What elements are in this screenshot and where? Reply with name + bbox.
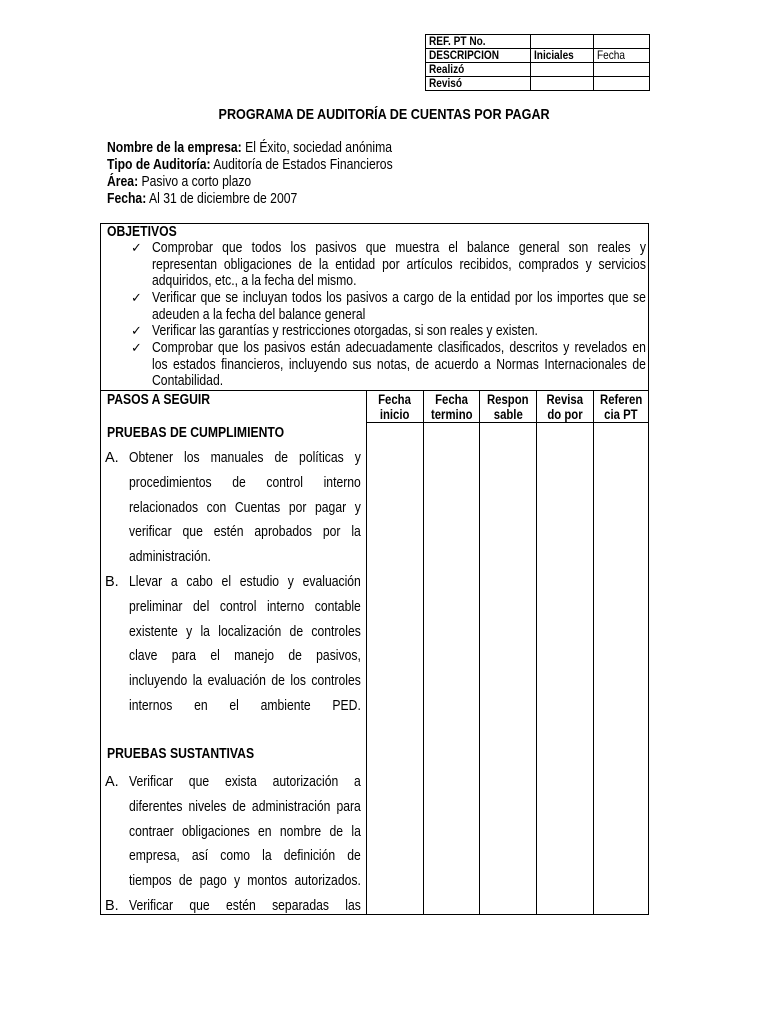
header-divider [366,422,648,423]
reference-table [425,34,650,91]
column-header-reference: Referen cia PT [599,392,643,422]
compliance-tests-heading: PRUEBAS DE CUMPLIMIENTO [107,425,285,441]
checkmark-icon: ✓ [131,290,142,305]
ref-cell [531,77,594,91]
objectives-heading: OBJETIVOS [107,224,177,240]
ref-cell [594,77,650,91]
substantive-tests-heading: PRUEBAS SUSTANTIVAS [107,746,255,762]
column-header-reviewed-by: Revisa do por [546,392,584,422]
column-divider [479,390,480,914]
ref-cell [531,35,594,49]
ref-cell [594,63,650,77]
ref-row [426,77,650,91]
ref-cell [531,63,594,77]
ref-cell [594,35,650,49]
ref-cell: REF. PT No. [426,35,531,49]
ref-row [426,49,650,63]
audit-type-line: Tipo de Auditoría: Auditoría de Estados Financieros [107,157,393,173]
column-divider [366,390,367,914]
company-name-line: Nombre de la empresa: El Éxito, sociedad anónima [107,140,393,156]
checkmark-icon: ✓ [131,240,142,255]
column-divider [536,390,537,914]
ref-cell: Revisó [426,77,531,91]
ref-row [426,35,650,49]
ref-cell: Realizó [426,63,531,77]
column-header-end-date: Fecha termino [430,392,473,422]
column-header-responsible: Respon sable [487,392,529,422]
steps-column-header: PASOS A SEGUIR [107,392,211,408]
audit-program-table: OBJETIVOS ✓ Comprobar que todos los pasivos que muestra el balance general son reales y representan obligaciones de la entidad por artículos recibidos, comprados y servicios adquiridos, etc., a la fecha del mismo. ✓ Verificar que se incluyan todos los pasivos a cargo de la entidad por los importes que se adeuden a la fecha del balance general ✓ Verificar las garantías y restricciones otorgadas, si son reales y existen. ✓ Comprobar que los pasivos están adecuadamente clasificados, descritos y revelados en los estados financieros, incluyendo sus notas, de acuerdo a Normas Internacionales de Contabilidad. PASOS A SEGUIR Fecha inicio Fecha termino Respon sable Revisa do por Referen cia PT PRUEBAS DE CUMPLIMIENTO A. Obtener los manuales de políticas y procedimientos de control interno relacionados con Cuentas por pagar y verificar que estén aprobados por la administración. B. Llevar a cabo el estudio y evaluación preliminar del control interno contable existente y la localización de controles clave para el manejo de pasivos, incluyendo la evaluación de los controles internos en el ambiente PED. PRUEBAS SUSTANTIVAS A. Verificar que exista autorización a diferentes niveles de administración para contraer obligaciones en nombre de la empresa, así como la definición de tiempos de pago y montos autorizados. B. Verificar que estén separadas las [100,223,649,915]
column-divider [593,390,594,914]
column-header-start-date: Fecha inicio [378,392,412,422]
audit-metadata [107,140,447,208]
column-divider [423,390,424,914]
ref-cell: Fecha [594,49,650,63]
ref-cell: Iniciales [531,49,594,63]
checkmark-icon: ✓ [131,323,142,338]
date-line: Fecha: Al 31 de diciembre de 2007 [107,191,298,207]
area-line: Área: Pasivo a corto plazo [107,174,252,190]
document-title: PROGRAMA DE AUDITORÍA DE CUENTAS POR PAGAR [218,106,550,123]
ref-row [426,63,650,77]
ref-cell: DESCRIPCION [426,49,531,63]
objectives-section: OBJETIVOS ✓ Comprobar que todos los pasivos que muestra el balance general son reales y representan obligaciones de la entidad por artículos recibidos, comprados y servicios adquiridos, etc., a la fecha del mismo. ✓ Verificar que se incluyan todos los pasivos a cargo de la entidad por los importes que se adeuden a la fecha del balance general ✓ Verificar las garantías y restricciones otorgadas, si son reales y existen. ✓ Comprobar que los pasivos están adecuadamente clasificados, descritos y revelados en los estados financieros, incluyendo sus notas, de acuerdo a Normas Internacionales de Contabilidad. [101,224,648,391]
checkmark-icon: ✓ [131,340,142,355]
